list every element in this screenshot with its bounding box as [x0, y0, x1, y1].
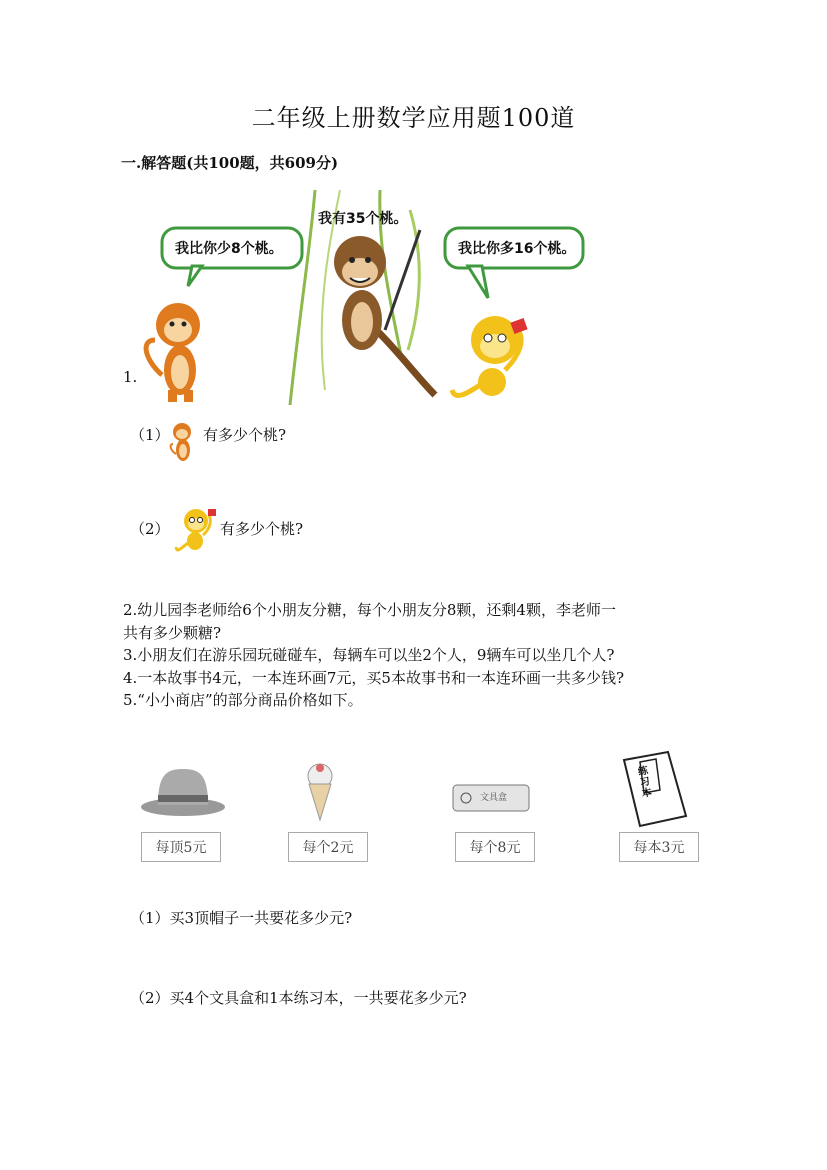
page-title: 二年级上册数学应用题100道	[251, 104, 576, 132]
bubble-left-text: 我比你少8个桃。	[175, 241, 283, 257]
q1-sub1-prefix: （1）	[130, 426, 170, 444]
q4-text: 4.一本故事书4元，一本连环画7元，买5本故事书和一本连环画一共多少钱?	[123, 669, 624, 687]
q5-text: 5.“小小商店”的部分商品价格如下。	[123, 691, 363, 709]
yellow-monkey-icon	[452, 316, 528, 396]
small-monkey-icon	[146, 303, 200, 402]
q1-number: 1.	[123, 368, 138, 386]
price-tag-hat: 每顶5元	[141, 832, 221, 862]
hat-icon	[140, 765, 226, 821]
q1-sub1-text: 有多少个桃?	[203, 426, 287, 444]
center-monkey-icon	[334, 236, 386, 350]
bubble-center-text: 我有35个桃。	[318, 211, 408, 227]
pencil-box-label: 文具盒	[480, 793, 508, 803]
q2-line1: 2.幼儿园李老师给6个小朋友分糖，每个小朋友分8颗，还剩4颗，李老师一	[123, 601, 616, 619]
yellow-monkey-icon	[174, 505, 220, 557]
small-monkey-icon	[168, 422, 196, 464]
notebook-label: 练习本	[637, 765, 653, 800]
q5-sub2: （2）买4个文具盒和1本练习本，一共要花多少元?	[130, 989, 467, 1007]
price-tag-ice-cream: 每个2元	[288, 832, 368, 862]
q5-sub1: （1）买3顶帽子一共要花多少元?	[130, 909, 353, 927]
ice-cream-icon	[302, 762, 338, 822]
q1-sub2-text: 有多少个桃?	[220, 520, 304, 538]
notebook-icon	[620, 750, 688, 828]
q1-sub2-prefix: （2）	[130, 520, 170, 538]
section-heading: 一.解答题(共100题，共609分)	[121, 154, 339, 172]
price-tag-pencil-box: 每个8元	[455, 832, 535, 862]
q3-text: 3.小朋友们在游乐园玩碰碰车，每辆车可以坐2个人，9辆车可以坐几个人?	[123, 646, 615, 664]
bubble-right-text: 我比你多16个桃。	[458, 241, 576, 257]
q2-line2: 共有多少颗糖?	[123, 624, 222, 642]
price-tag-notebook: 每本3元	[619, 832, 699, 862]
